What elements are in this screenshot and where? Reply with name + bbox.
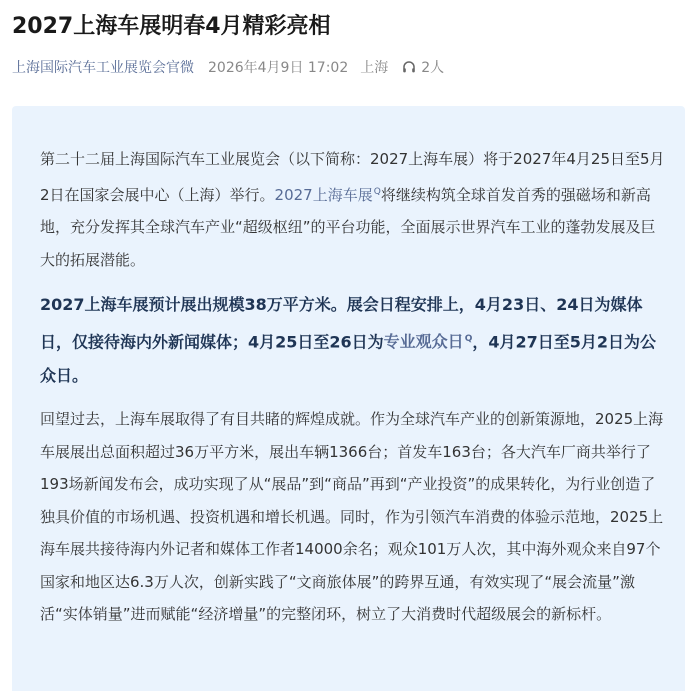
article-meta	[12, 56, 444, 78]
headphones-icon	[402, 60, 416, 74]
paragraph-2	[40, 288, 665, 393]
paragraph-3: 回望过去，上海车展取得了有目共睹的辉煌成就。作为全球汽车产业的创新策源地，2025上海车展展出总面积超过36万平方米，展出车辆1366台；首发车163台；各大汽车厂商共举行了193场新闻发布会，成功实现了从“展品”到“商品”再到“产业投资”的成果转化，为行业创造了独具价值的市场机遇、投资机遇和增长机遇。同时，作为引领汽车消费的体验示范地，2025上海车展共接待海内外记者和媒体工作者14000余名；观众101万人次，其中海外观众来自97个国家和地区达6.3万人次，创新实践了“文商旅体展”的跨界互通，有效实现了“展会流量”激活“实体销量”进而赋能“经济增量”的完整闭环，树立了大消费时代超级展会的新标杆。	[40, 410, 664, 623]
publish-location: 上海	[360, 60, 389, 76]
keyword-link-label: 专业观众日	[383, 332, 464, 352]
paragraph-1-text-b: 将继续构筑全球首发首秀的强磁场和新高地，充分发挥其全球汽车产业“超级枢纽”的平台功能，全面展示世界汽车工业的蓬勃发展及巨大的拓展潜能。	[40, 185, 656, 269]
keyword-link-autoshow[interactable]	[275, 186, 381, 204]
publish-datetime: 2026年4月9日 17:02	[208, 60, 349, 76]
keyword-link-label: 2027上海车展	[274, 185, 373, 204]
source-account-link[interactable]: 上海国际汽车工业展览会官微	[12, 60, 194, 76]
listen-count[interactable]	[402, 57, 444, 77]
article-title: 2027上海车展明春4月精彩亮相	[12, 14, 331, 39]
listen-count-label: 2人	[421, 60, 445, 76]
paragraph-2-text-a: 2027上海车展预计展出规模38万平方米。展会日程安排上，4月23日、24日为媒体日，仅接待海内外新闻媒体；4月25日至26日为	[40, 295, 643, 352]
keyword-link-professional-day[interactable]	[384, 332, 473, 351]
paragraph-2-text-b: ，4月27日至5月2日为公众日。	[40, 332, 657, 386]
search-icon: Q	[373, 186, 381, 197]
search-icon: Q	[464, 334, 473, 344]
article-body-card	[12, 106, 685, 691]
paragraph-1	[40, 143, 665, 276]
paragraph-1-text-a: 第二十二届上海国际汽车工业展览会（以下简称：2027上海车展）将于2027年4月25日至5月2日在国家会展中心（上海）举行。	[40, 150, 665, 204]
